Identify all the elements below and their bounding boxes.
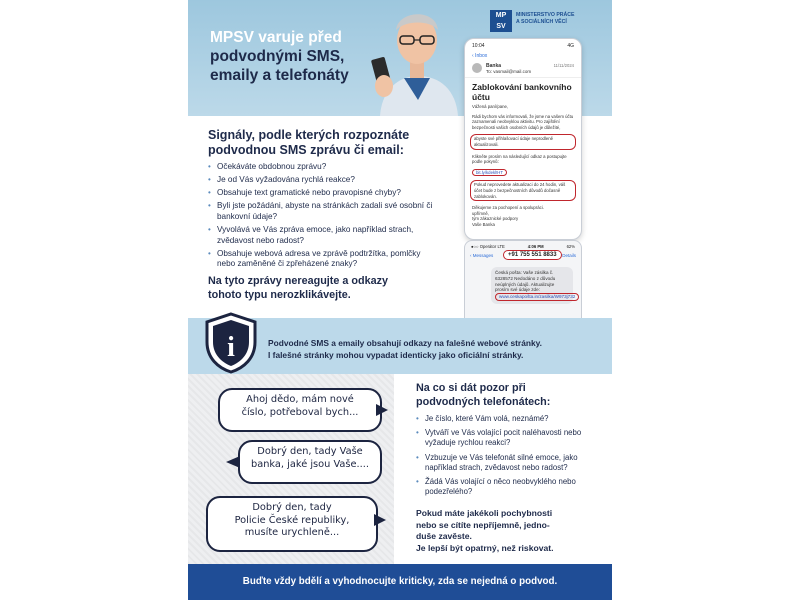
email-sender-row — [465, 61, 581, 78]
speech-bubble-tail — [226, 456, 240, 468]
signal-item: • Byli jste požádáni, abyste na stránkách zadali své osobní či bankovní údaje? — [208, 201, 438, 223]
status-time: 10:04 — [472, 43, 485, 49]
footer-band — [188, 564, 612, 600]
email-closing-1: Děkujeme za pochopení a spolupráci. — [472, 205, 544, 211]
signal-item: • Je od Vás vyžadována rychlá reakce? — [208, 175, 438, 186]
signals-warning-line-2: tohoto typu nerozklikávejte. — [208, 289, 351, 301]
info-line-2: I falešné stránky mohou vypadat identicky jako oficiální stránky. — [268, 350, 524, 360]
info-line-1: Podvodné SMS a emaily obsahují odkazy na falešné webové stránky. — [268, 338, 542, 348]
speech-bubble-grandson — [218, 388, 382, 432]
phone-warning-line-1: Pokud máte jakékoli pochybnosti — [416, 508, 553, 518]
carrier-name: ●○○ Operátor — [471, 244, 497, 249]
phone-warning-line-2: nebo se cítíte nepříjemně, jedno- — [416, 519, 550, 530]
inbox-back-link: ‹ Inbox — [472, 53, 488, 59]
phone-call-item: • Vzbuzuje ve Vás telefonát silné emoce, jako například strach, zvědavost nebo radost? — [416, 453, 608, 473]
headline-line-3: emaily a telefonáty — [210, 67, 349, 84]
headline-line-2: podvodnými SMS, — [210, 48, 345, 65]
man-with-phone-illustration — [360, 0, 464, 116]
messages-back-link: ‹ Messages — [470, 253, 494, 258]
signals-title-line-1: Signály, podle kterých rozpoznáte — [208, 128, 410, 142]
ministry-name-line-1: MINISTERSTVO PRÁCE — [516, 12, 575, 18]
email-date: 11/11/2024 — [553, 63, 574, 68]
status-icons: 4G — [567, 43, 574, 49]
sms-status-bar — [465, 241, 581, 249]
bubble-1-line-1: Ahoj dědo, mám nové — [246, 394, 354, 405]
speech-bubble-bank — [238, 440, 382, 484]
scam-call-bubbles — [188, 374, 394, 564]
sms-battery: 62% — [566, 244, 575, 249]
signals-section — [188, 116, 460, 316]
sender-name: Banka — [486, 63, 502, 69]
sender-number: +91 755 551 8833 — [503, 250, 562, 260]
phone-calls-title-line-1: Na co si dát pozor při — [416, 382, 526, 394]
info-text — [268, 337, 608, 361]
speech-bubble-tail — [374, 514, 386, 526]
shield-glyph: i — [227, 332, 235, 363]
phone-warning-line-3: duše zavěste. — [416, 531, 472, 542]
phone-call-item: • Žádá Vás volající o něco neobvyklého nebo podezřelého? — [416, 477, 608, 497]
bubble-3-line-3: musíte urychleně... — [244, 527, 340, 538]
signal-item: • Vyvolává ve Vás zpráva emoce, jako například strach, zvědavost nebo radost? — [208, 225, 438, 247]
ministry-name — [516, 12, 606, 26]
poster — [188, 0, 612, 600]
bubble-2-line-1: Dobrý den, tady Vaše — [257, 446, 363, 457]
email-subject — [465, 78, 581, 104]
sender-to: To: vasmail@mail.com — [486, 69, 532, 74]
phone-calls-list — [416, 414, 608, 501]
phone-call-item: • Vytváří ve Vás volající pocit naléhavosti nebo vyžaduje rychlou reakci? — [416, 428, 608, 448]
footer-text: Buďte vždy bdělí a vyhodnocujte kriticky, zda se nejedná o podvod. — [242, 576, 558, 587]
sms-time: 4:06 PM — [527, 244, 544, 249]
email-closing-3: tým zákaznické podpory — [472, 216, 519, 222]
email-highlight-2: Pokud neprovedete aktualizaci do 24 hodin, váš účet bude z bezpečnostních důvodů dočasně zablokován. — [470, 180, 576, 201]
logo-mark-line-2: SV — [496, 23, 506, 30]
sms-header — [465, 249, 581, 263]
email-para-1-text: Rádi bychom vás informovali, že jsme na vašem účtu zaznamenali neobvyklou aktivitu. Pro zajištění bezpečnosti vašich osobních údajů je důležité, — [472, 113, 574, 130]
info-shield-icon — [204, 312, 258, 374]
email-closing — [472, 205, 574, 227]
email-paragraph-1 — [472, 114, 574, 131]
speech-bubble-tail — [376, 404, 388, 416]
phone-status-bar — [465, 39, 581, 49]
sms-message-text: Česká pošta: Vaše zásilka č. 6328572 Nedodáno z důvodu neúplných údajů. Aktualizujte prosím své údaje zde: — [495, 270, 556, 293]
email-body — [465, 104, 581, 228]
bubble-3-line-1: Dobrý den, tady — [252, 502, 332, 513]
email-suspicious-link: bit.ly/kdekl!HT — [472, 169, 507, 177]
headline-line-1: MPSV varuje před — [210, 29, 342, 46]
phone-calls-title-line-2: podvodných telefonátech: — [416, 395, 551, 408]
email-highlight-1: abyste své přihlašovací údaje neprodleně aktualizovali. — [470, 134, 576, 149]
bubble-2-line-2: banka, jaké jsou Vaše.... — [250, 458, 370, 470]
logo-mark-line-1: MP — [495, 12, 507, 19]
phone-call-item: • Je číslo, které Vám volá, neznámé? — [416, 414, 608, 424]
sms-suspicious-link: www.ceskapošta.in/zasilka/W973j732 — [495, 293, 579, 301]
details-link: Details — [562, 253, 576, 258]
signals-title-line-2: podvodnou SMS zprávu či email: — [208, 143, 404, 157]
signal-item: • Obsahuje webová adresa ve zprávě podtržítka, pomlčky nebo zaměněné či zpřeházené znaky? — [208, 249, 438, 271]
ministry-logo — [490, 10, 608, 34]
email-closing-4: Vaše Banka — [472, 221, 495, 227]
bubble-3-line-2: Policie České republiky, — [234, 514, 350, 526]
network-type: LTE — [497, 244, 505, 249]
phone-calls-warning — [416, 508, 606, 554]
signals-list — [208, 162, 438, 272]
bubble-1-line-2: číslo, potřeboval bych... — [241, 406, 359, 418]
email-paragraph-2: Klikněte prosím na následující odkaz a postupujte podle pokynů: — [472, 153, 567, 165]
email-closing-2: upřímně, — [472, 210, 489, 216]
speech-bubble-police — [206, 496, 378, 552]
signals-warning-line-1: Na tyto zprávy nereagujte a odkazy — [208, 275, 389, 287]
phone-warning-line-4: Je lepší být opatrný, než riskovat. — [416, 542, 554, 553]
phone-calls-title — [416, 382, 606, 409]
signals-title — [208, 128, 458, 158]
signals-warning — [208, 274, 438, 302]
ministry-logo-mark — [490, 10, 512, 32]
email-phone-mockup — [464, 38, 582, 240]
email-subject-line-2: účtu — [472, 92, 490, 102]
email-subject-line-1: Zablokování bankovního — [472, 82, 572, 92]
signal-item: • Očekáváte obdobnou zprávu? — [208, 162, 438, 173]
ministry-name-line-2: A SOCIÁLNÍCH VĚCÍ — [516, 19, 567, 25]
sms-message-bubble — [491, 267, 576, 304]
signal-item: • Obsahuje text gramatické nebo pravopisné chyby? — [208, 188, 438, 199]
sender-avatar — [472, 63, 482, 73]
email-greeting: Vážená paní/pane, — [472, 104, 509, 109]
